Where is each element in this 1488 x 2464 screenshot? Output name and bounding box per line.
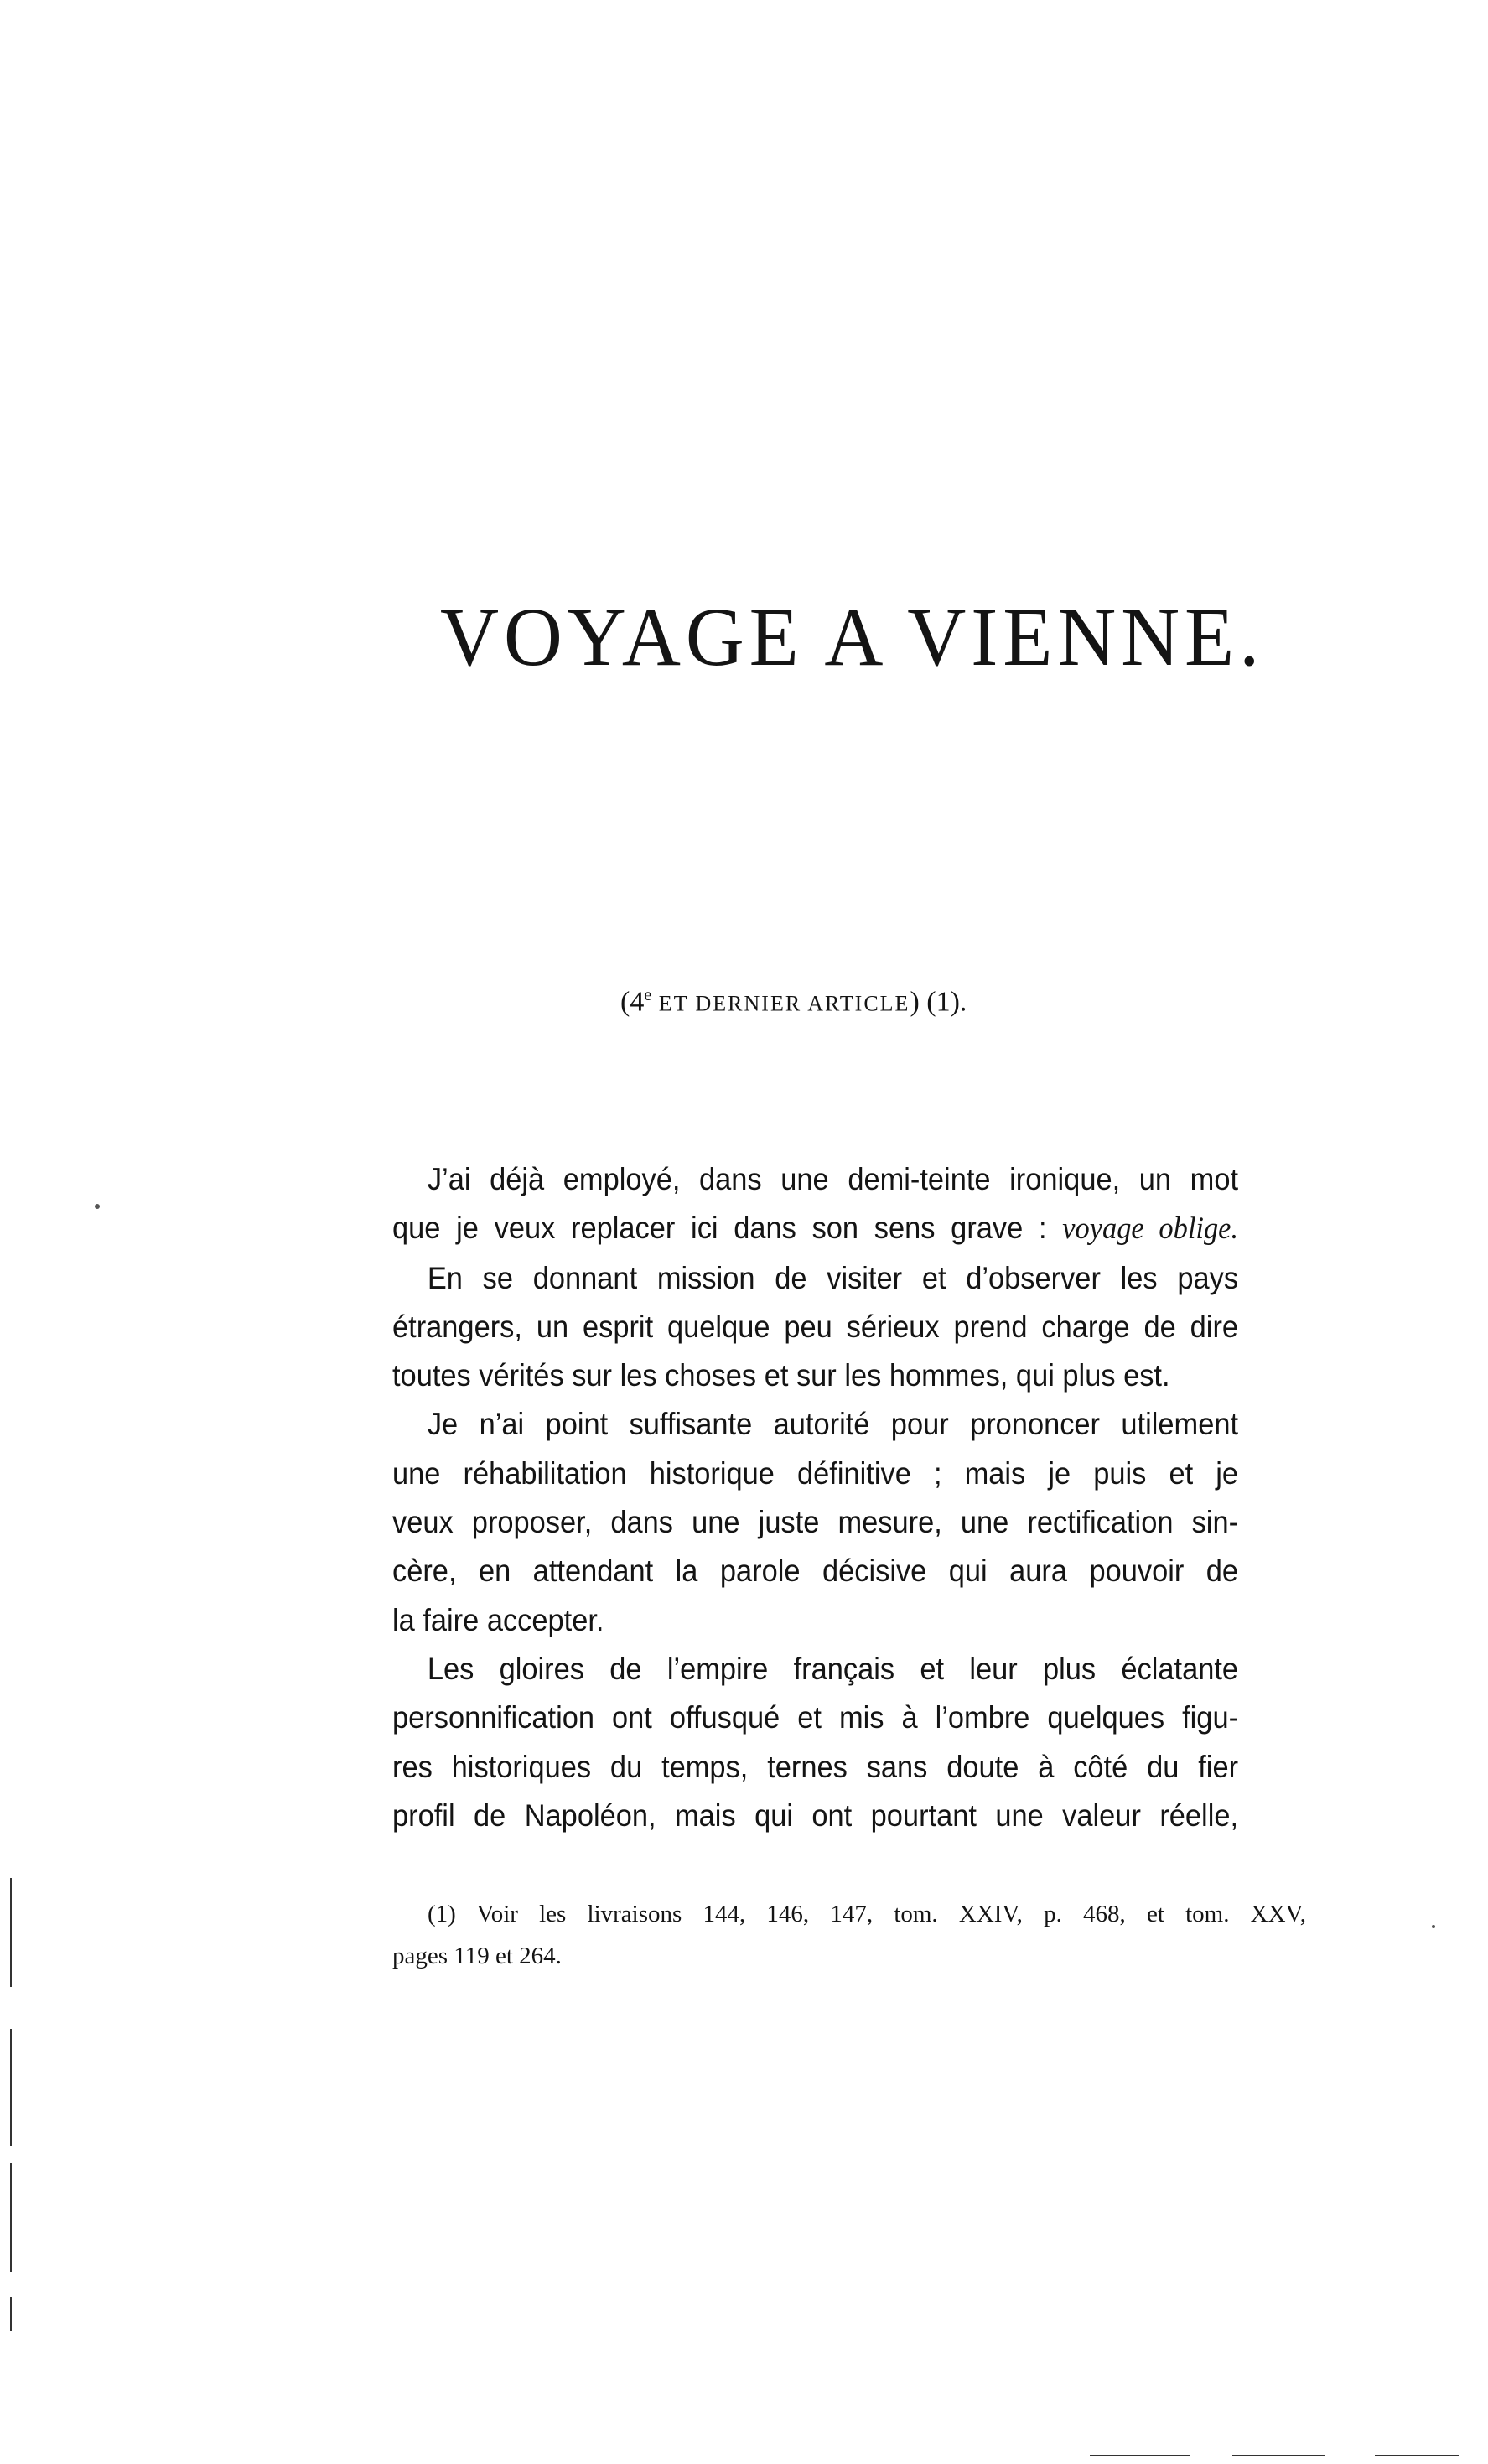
- footnote-line: (1) Voir les livraisons 144, 146, 147, tom. XXIV, p. 468, et tom. XXV,: [428, 1901, 1306, 1927]
- text-line: [392, 1204, 1238, 1253]
- footnote: [392, 1893, 1306, 1977]
- text-line: En se donnant mission de visiter et d’observer les pays: [427, 1260, 1239, 1295]
- text-line: Les gloires de l’empire français et leur plus éclatante: [427, 1651, 1239, 1686]
- text-line: la faire accepter.: [392, 1602, 604, 1637]
- text-line: cère, en attendant la parole décisive qui aura pouvoir de: [392, 1554, 1239, 1589]
- scan-edge-mark: [1232, 2455, 1325, 2456]
- scan-edge-mark: [10, 2029, 12, 2146]
- text-line: personnification ont offusqué et mis à l’ombre quelques figu-: [392, 1700, 1239, 1735]
- text-line: une réhabilitation historique définitive ; mais je puis et je: [392, 1455, 1239, 1491]
- text-line: étrangers, un esprit quelque peu sérieux prend charge de dire: [392, 1309, 1239, 1344]
- text-line: Je n’ai point suffisante autorité pour prononcer utilement: [427, 1407, 1239, 1442]
- scan-edge-mark: [10, 2297, 12, 2331]
- scan-edge-mark: [1375, 2455, 1459, 2456]
- body-text: [392, 1155, 1238, 1840]
- scan-speck: [1432, 1925, 1435, 1928]
- page-title: VOYAGE A VIENNE.: [440, 590, 1265, 683]
- text-fragment: que je veux replacer ici dans son sens grave :: [392, 1211, 1047, 1246]
- footnote-line: pages 119 et 264.: [392, 1943, 562, 1969]
- subtitle-close: ) (1).: [910, 986, 967, 1018]
- subtitle-open: (4: [620, 986, 645, 1018]
- text-line: res historiques du temps, ternes sans doute à côté du fier: [392, 1749, 1239, 1784]
- text-line: veux proposer, dans une juste mesure, une rectification sin-: [392, 1505, 1239, 1540]
- subtitle-words: ET DERNIER ARTICLE: [658, 991, 910, 1016]
- subtitle-superscript: e: [644, 986, 652, 1004]
- scan-edge-mark: [10, 2163, 12, 2272]
- italic-phrase: voyage oblige.: [1062, 1211, 1239, 1247]
- text-line: profil de Napoléon, mais qui ont pourtant une valeur réelle,: [392, 1797, 1239, 1833]
- text-line: J’ai déjà employé, dans une demi-teinte ironique, un mot: [427, 1162, 1239, 1196]
- text-line: toutes vérités sur les choses et sur les hommes, qui plus est.: [392, 1358, 1170, 1393]
- scan-speck: [95, 1204, 100, 1209]
- scan-edge-mark: [10, 1878, 12, 1987]
- scan-edge-mark: [1090, 2455, 1190, 2456]
- article-subtitle: [620, 974, 967, 1025]
